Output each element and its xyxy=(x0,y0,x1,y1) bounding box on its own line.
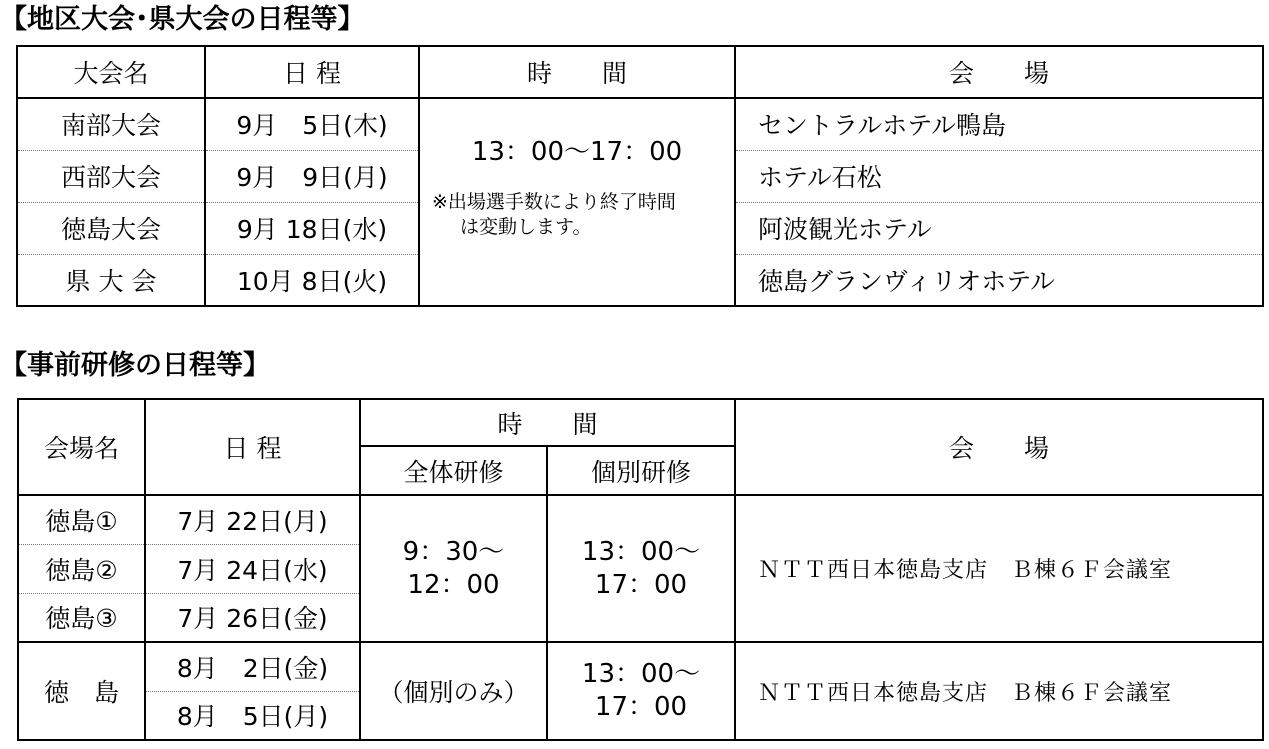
header-date: 日 程 xyxy=(145,399,360,495)
time-individual-cell xyxy=(547,495,735,642)
header-time: 時 間 xyxy=(360,399,735,446)
time-note-line2: は変動します。 xyxy=(460,215,592,238)
time-individual-end: 17：00 xyxy=(594,569,688,600)
header-tournament-name: 大会名 xyxy=(17,46,205,98)
time-all-cell xyxy=(360,495,547,642)
tournament-venue: ホテル石松 xyxy=(735,150,1263,202)
time-range: 13：00～17：00 xyxy=(471,136,683,167)
header-venue: 会 場 xyxy=(735,46,1263,98)
time-individual-start: 13：00～ xyxy=(581,536,701,567)
time-individual-cell xyxy=(547,642,735,740)
section-heading-training: 【事前研修の日程等】 xyxy=(0,350,270,381)
training-venue: ＮＴＴ西日本徳島支店 Ｂ棟６Ｆ会議室 xyxy=(735,495,1263,642)
tournament-venue: 阿波観光ホテル xyxy=(735,202,1263,254)
training-schedule-table xyxy=(17,398,1264,741)
header-date: 日 程 xyxy=(205,46,419,98)
venue-name: 徳 島 xyxy=(18,642,145,740)
training-date: 8月 5日(月) xyxy=(145,691,360,740)
table-row xyxy=(18,642,1263,691)
time-note-line1: ※出場選手数により終了時間 xyxy=(432,190,676,213)
tournament-name: 南部大会 xyxy=(17,98,205,150)
tournament-date: 9月 9日(月) xyxy=(205,150,419,202)
venue-name: 徳島② xyxy=(18,544,145,593)
header-time-individual: 個別研修 xyxy=(547,446,735,495)
tournament-date: 9月 18日(水) xyxy=(205,202,419,254)
time-note xyxy=(432,190,722,240)
header-venue-name: 会場名 xyxy=(18,399,145,495)
table-header-row xyxy=(18,399,1263,446)
tournament-venue: 徳島グランヴィリオホテル xyxy=(735,254,1263,306)
time-all-end: 12：00 xyxy=(407,569,500,600)
header-time: 時 間 xyxy=(419,46,735,98)
training-date: 7月 24日(水) xyxy=(145,544,360,593)
tournament-date: 9月 5日(木) xyxy=(205,98,419,150)
table-row xyxy=(17,98,1263,150)
training-date: 7月 26日(金) xyxy=(145,593,360,642)
training-date: 7月 22日(月) xyxy=(145,495,360,544)
tournament-date: 10月 8日(火) xyxy=(205,254,419,306)
venue-name: 徳島③ xyxy=(18,593,145,642)
tournament-name: 県 大 会 xyxy=(17,254,205,306)
header-time-all: 全体研修 xyxy=(360,446,547,495)
tournament-name: 西部大会 xyxy=(17,150,205,202)
tournament-name: 徳島大会 xyxy=(17,202,205,254)
time-individual-start: 13：00～ xyxy=(581,659,701,689)
section-heading-tournaments: 【地区大会･県大会の日程等】 xyxy=(0,4,365,35)
header-venue: 会 場 xyxy=(735,399,1263,495)
venue-name: 徳島① xyxy=(18,495,145,544)
training-venue: ＮＴＴ西日本徳島支店 Ｂ棟６Ｆ会議室 xyxy=(735,642,1263,740)
table-header-row xyxy=(17,46,1263,98)
training-date: 8月 2日(金) xyxy=(145,642,360,691)
time-individual-end: 17：00 xyxy=(594,692,688,722)
tournament-schedule-table xyxy=(16,45,1264,307)
tournament-venue: セントラルホテル鴨島 xyxy=(735,98,1263,150)
time-all-cell: （個別のみ） xyxy=(360,642,547,740)
time-all-start: 9：30～ xyxy=(402,536,505,567)
table-row xyxy=(18,495,1263,544)
time-cell xyxy=(419,98,735,306)
